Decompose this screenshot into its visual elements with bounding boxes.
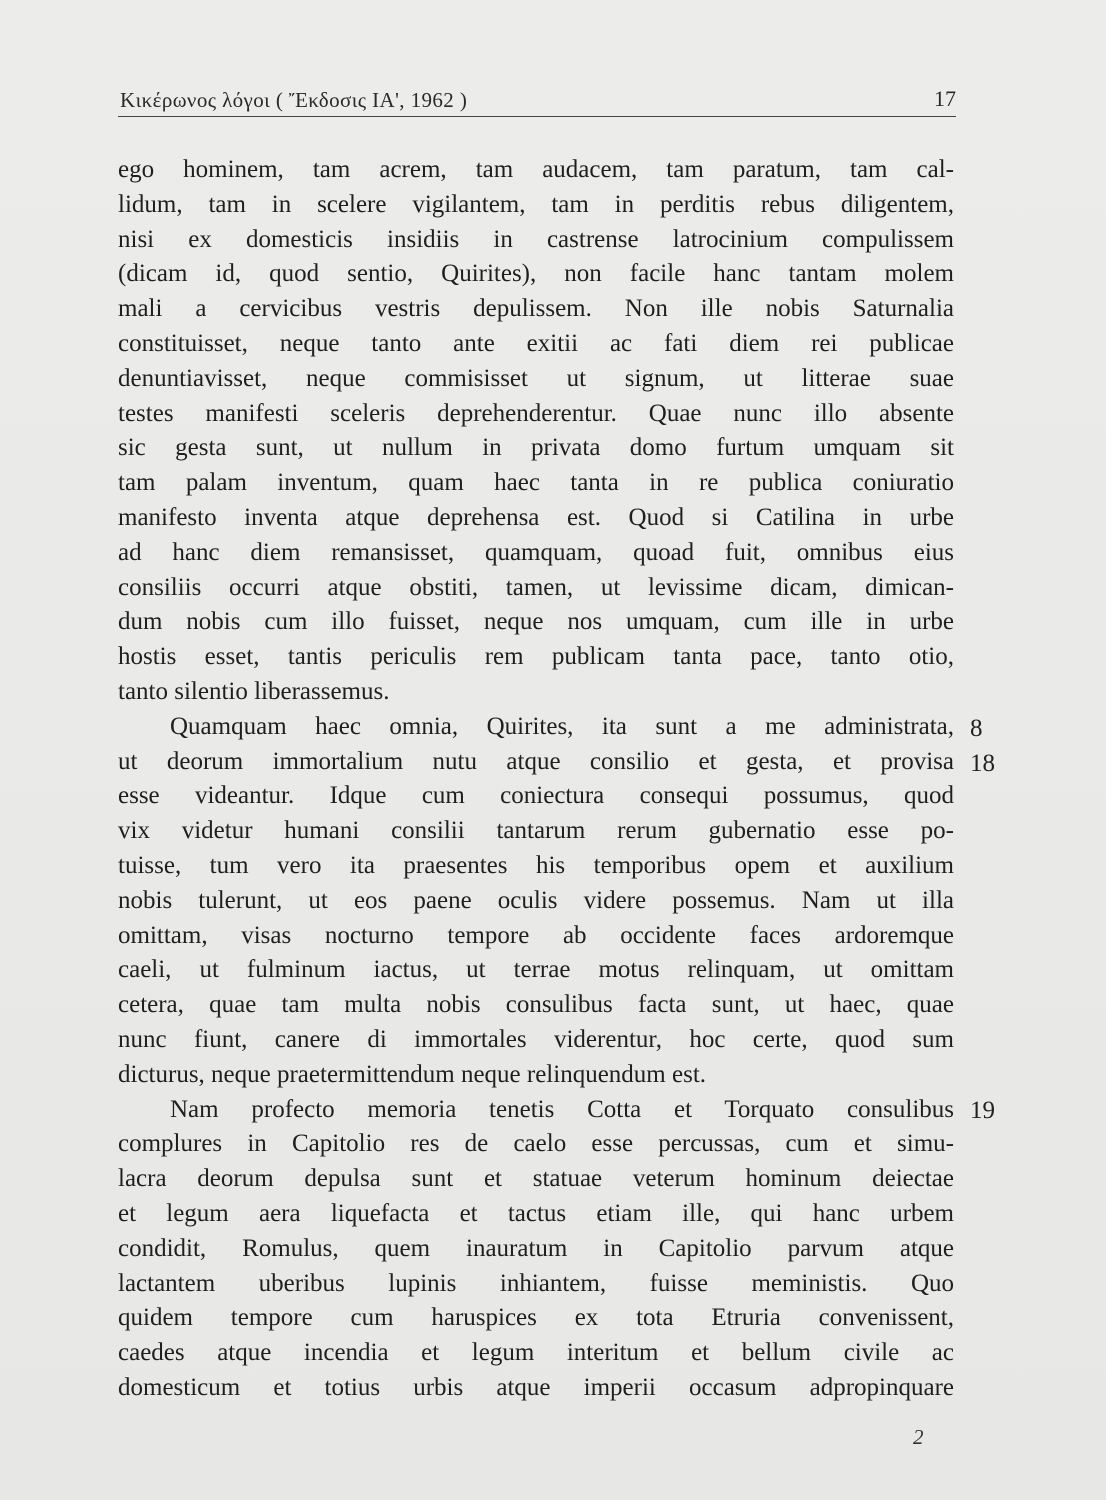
text-line: condidit, Romulus, quem inauratum in Capitolio parvum atque <box>118 1234 954 1262</box>
text-line: cetera, quae tam multa nobis consulibus facta sunt, ut haec, quae <box>118 991 954 1019</box>
text-line: lidum, tam in scelere vigilantem, tam in perditis rebus diligentem, <box>118 190 954 218</box>
text-line: domesticum et totius urbis atque imperii occasum adpropinquare <box>118 1373 954 1401</box>
text-line: tanto silentio liberassemus. <box>118 677 390 705</box>
text-line: sic gesta sunt, ut nullum in privata domo furtum umquam sit <box>118 434 954 462</box>
section-number: 19 <box>970 1097 995 1124</box>
text-line: manifesto inventa atque deprehensa est. Quod si Catilina in urbe <box>118 503 954 531</box>
text-line: lacra deorum depulsa sunt et statuae veterum hominum deiectae <box>118 1165 954 1193</box>
text-line: ut deorum immortalium nutu atque consilio et gesta, et provisa <box>118 747 954 775</box>
text-line: consiliis occurri atque obstiti, tamen, ut levissime dicam, dimican- <box>118 573 954 601</box>
section-number: 8 <box>970 715 983 742</box>
text-line: nunc fiunt, canere di immortales viderentur, hoc certe, quod sum <box>118 1025 954 1053</box>
running-title: Κικέρωνος λόγοι ( Ἔκδοσις ΙΑ', 1962 ) <box>120 88 468 112</box>
text-line: Nam profecto memoria tenetis Cotta et Torquato consulibus <box>170 1095 954 1123</box>
text-line: nobis tulerunt, ut eos paene oculis videre possemus. Nam ut illa <box>118 886 954 914</box>
text-line: testes manifesti sceleris deprehenderentur. Quae nunc illo absente <box>118 399 954 427</box>
text-line: caeli, ut fulminum iactus, ut terrae motus relinquam, ut omittam <box>118 956 954 984</box>
text-line: Quamquam haec omnia, Quirites, ita sunt a me administrata, <box>170 712 954 740</box>
text-line: omittam, visas nocturno tempore ab occidente faces ardoremque <box>118 921 954 949</box>
text-line: dicturus, neque praetermittendum neque relinquendum est. <box>118 1060 707 1088</box>
text-line: et legum aera liquefacta et tactus etiam ille, qui hanc urbem <box>118 1199 954 1227</box>
section-number: 18 <box>970 750 995 777</box>
text-line: hostis esset, tantis periculis rem publicam tanta pace, tanto otio, <box>118 643 954 671</box>
text-line: tam palam inventum, quam haec tanta in re publica coniuratio <box>118 469 954 497</box>
text-line: quidem tempore cum haruspices ex tota Etruria convenissent, <box>118 1304 954 1332</box>
text-line: lactantem uberibus lupinis inhiantem, fuisse meministis. Quo <box>118 1269 954 1297</box>
body-text <box>118 153 954 1406</box>
text-line: tuisse, tum vero ita praesentes his temporibus opem et auxilium <box>118 851 954 879</box>
text-line: esse videantur. Idque cum coniectura consequi possumus, quod <box>118 782 954 810</box>
page-number: 17 <box>934 86 956 111</box>
text-line: ego hominem, tam acrem, tam audacem, tam paratum, tam cal- <box>118 156 954 183</box>
text-line: dum nobis cum illo fuisset, neque nos umquam, cum ille in urbe <box>118 608 954 636</box>
signature-mark: 2 <box>913 1425 924 1449</box>
text-line: denuntiavisset, neque commisisset ut signum, ut litterae suae <box>118 364 954 392</box>
text-line: (dicam id, quod sentio, Quirites), non facile hanc tantam molem <box>118 260 954 288</box>
text-line: constituisset, neque tanto ante exitii ac fati diem rei publicae <box>118 329 954 357</box>
text-line: caedes atque incendia et legum interitum et bellum civile ac <box>118 1339 954 1367</box>
text-line: complures in Capitolio res de caelo esse percussas, cum et simu- <box>118 1130 954 1158</box>
text-line: mali a cervicibus vestris depulissem. Non ille nobis Saturnalia <box>118 295 954 323</box>
text-line: nisi ex domesticis insidiis in castrense latrocinium compulissem <box>118 225 954 253</box>
text-line: ad hanc diem remansisset, quamquam, quoad fuit, omnibus eius <box>118 538 954 566</box>
running-head <box>118 86 956 117</box>
text-line: vix videtur humani consilii tantarum rerum gubernatio esse po- <box>118 817 954 845</box>
